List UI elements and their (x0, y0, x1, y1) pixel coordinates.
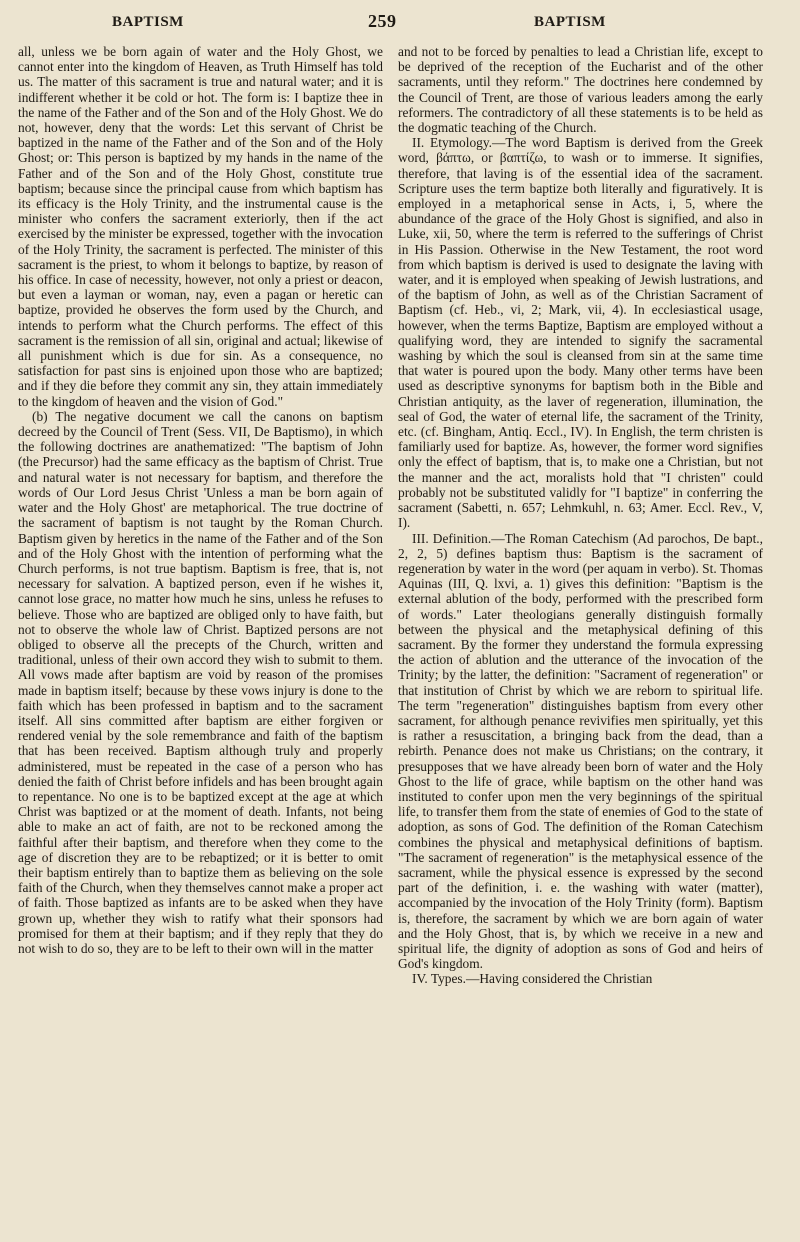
left-paragraph-2: (b) The negative document we call the canons on baptism decreed by the Council of Trent (Sess. VII, De Baptismo), in which the following doctrines are anathematized: "The baptism of John (the Precursor) had the same efficacy as the baptism of Christ. True and natural water is not necessary for baptism, and therefore the words of Our Lord Jesus Christ 'Unless a man be born again of water and the Holy Ghost' are metaphorical. The true doctrine of the sacrament of baptism is not taught by the Roman Church. Baptism given by heretics in the name of the Father and of the Son and of the Holy Ghost with the intention of performing what the Church performs, is not true baptism. Baptism is free, that is, not necessary for salvation. A baptized person, even if he wishes it, cannot lose grace, no matter how much he sins, unless he refuses to believe. Those who are baptized are obliged only to have faith, but not to observe the whole law of Christ. Baptized persons are not obliged to observe all the precepts of the Church, written and traditional, unless of their own accord they wish to submit to them. All vows made after baptism are void by reason of the promises made in baptism itself; because by these vows injury is done to the faith which has been professed in baptism and to the sacrament itself. All sins committed after baptism are either forgiven or rendered venial by the sole remembrance and faith of the baptism that has been received. Baptism although truly and properly administered, must be repeated in the case of a person who has denied the faith of Christ before infidels and has been brought again to repentance. No one is to be baptized except at the age at which Christ was baptized or at the moment of death. Infants, not being able to make an act of faith, are not to be reckoned among the faithful after their baptism, and therefore when they come to the age of discretion they are to be rebaptized; or it is better to omit their baptism entirely than to baptize them as believing on the sole faith of the Church, when they themselves cannot make a proper act of faith. Those baptized as infants are to be asked when they have grown up, whether they wish to ratify what their sponsors had promised for them at their baptism; and if they reply that they do not wish to do so, they are to be left to their own will in the matter (18, 408, 383, 956)
right-paragraph-1: and not to be forced by penalties to lead a Christian life, except to be deprived of the reception of the Eucharist and of the other sacraments, until they reform." The doctrines here condemned by the Council of Trent, are those of various leaders among the early reformers. The contradictory of all these statements is to be held as the dogmatic teaching of the Church. (398, 44, 763, 136)
page-number: 259 (368, 11, 397, 31)
right-paragraph-etymology: II. Etymology.—The word Baptism is derived from the Greek word, βάπτω, or βαπτίζω, to wash or to immerse. It signifies, therefore, that laving is of the essential idea of the sacrament. Scripture uses the term baptize both literally and figuratively. It is employed in a metaphorical sense in Acts, i, 5, where the abundance of the grace of the Holy Ghost is signified, and also in Luke, xii, 50, where the term is referred to the sufferings of Christ in His Passion. Otherwise in the New Testament, the root word from which baptism is derived is used to designate the laving with water, and it is employed when speaking of Jewish lustrations, and of the baptism of John, as well as of the Christian Sacrament of Baptism (cf. Heb., vi, 2; Mark, vii, 4). In ecclesiastical usage, however, when the terms Baptize, Baptism are employed without a qualifying word, they are intended to signify the sacramental washing by which the soul is cleansed from sin at the same time that water is poured upon the body. Many other terms have been used as descriptive synonyms for baptism both in the Bible and Christian antiquity, as the laver of regeneration, illumination, the seal of God, the water of eternal life, the sacrament of the Trinity, etc. (cf. Bingham, Antiq. Eccl., IV). In English, the term christen is familiarly used for baptize. As, however, the former word signifies only the effect of baptism, that is, to make one a Christian, but not the manner and the act, moralists hold that "I christen" could probably not be substituted validly for "I baptize" in conferring the sacrament (Sabetti, n. 657; Lehmkuhl, n. 63; Amer. Eccl. Rev., V, I). (398, 135, 763, 531)
right-column (398, 44, 763, 1236)
left-column (18, 44, 383, 1236)
left-paragraph-1: all, unless we be born again of water and the Holy Ghost, we cannot enter into the kingdom of Heaven, as Truth Himself has told us. The matter of this sacrament is true and natural water; and it is indifferent whether it be cold or hot. The form is: I baptize thee in the name of the Father and of the Son and of the Holy Ghost. We do not, however, deny that the words: Let this servant of Christ be baptized in the name of the Father and of the Son and of the Holy Ghost; or: This person is baptized by my hands in the name of the Father and of the Son and of the Holy Ghost, constitute true baptism; because since the principal cause from which baptism has its efficacy is the Holy Trinity, and the instrumental cause is the minister who confers the sacrament exteriorly, then if the act exercised by the minister be expressed, together with the invocation of the Holy Trinity, the sacrament is perfected. The minister of this sacrament is the priest, to whom it belongs to baptize, by reason of his office. In case of necessity, however, not only a priest or deacon, but even a layman or woman, nay, even a pagan or heretic can baptize, provided he observes the form used by the Church, and intends to perform what the Church performs. The effect of this sacrament is the remission of all sin, original and actual; likewise of all punishment which is due for sin. As a consequence, no satisfaction for past sins is enjoined upon those who are baptized; and if they die before they commit any sin, they attain immediately to the kingdom of heaven and the vision of God." (18, 44, 383, 409)
header-right-title: BAPTISM (534, 14, 606, 30)
right-paragraph-definition: III. Definition.—The Roman Catechism (Ad parochos, De bapt., 2, 2, 5) defines baptism thus: Baptism is the sacrament of regeneration by water in the word (per aquam in verbo). St. Thomas Aquinas (III, Q. lxvi, a. 1) gives this definition: "Baptism is the external ablution of the body, performed with the prescribed form of words." Later theologians generally distinguish formally between the physical and the metaphysical defining of this sacrament. By the former they understand the formula expressing the action of ablution and the utterance of the invocation of the Trinity; by the latter, the definition: "Sacrament of regeneration" or that institution of Christ by which we are reborn to spiritual life. The term "regeneration" distinguishes baptism from every other sacrament, for although penance revivifies men spiritually, yet this is rather a resuscitation, a bringing back from the dead, than a rebirth. Penance does not make us Christians; on the contrary, it presupposes that we have already been born of water and the Holy Ghost to the life of grace, while baptism on the other hand was instituted to confer upon men the very beginnings of the spiritual life, to transfer them from the state of enemies of God to the state of adoption, as sons of God. The definition of the Roman Catechism combines the physical and metaphysical definitions of baptism. "The sacrament of regeneration" is the metaphysical essence of the sacrament, while the physical essence is expressed by the second part of the definition, i. e. the washing with water (matter), accompanied by the invocation of the Holy Trinity (form). Baptism is, therefore, the sacrament by which we are born again of water and the Holy Ghost, that is, by which we receive in a new and spiritual life, the dignity of adoption as sons of God and heirs of God's kingdom. (398, 530, 763, 972)
running-header (0, 6, 800, 38)
header-left-title: BAPTISM (112, 14, 184, 30)
right-paragraph-types: IV. Types.—Having considered the Christian (412, 971, 653, 987)
